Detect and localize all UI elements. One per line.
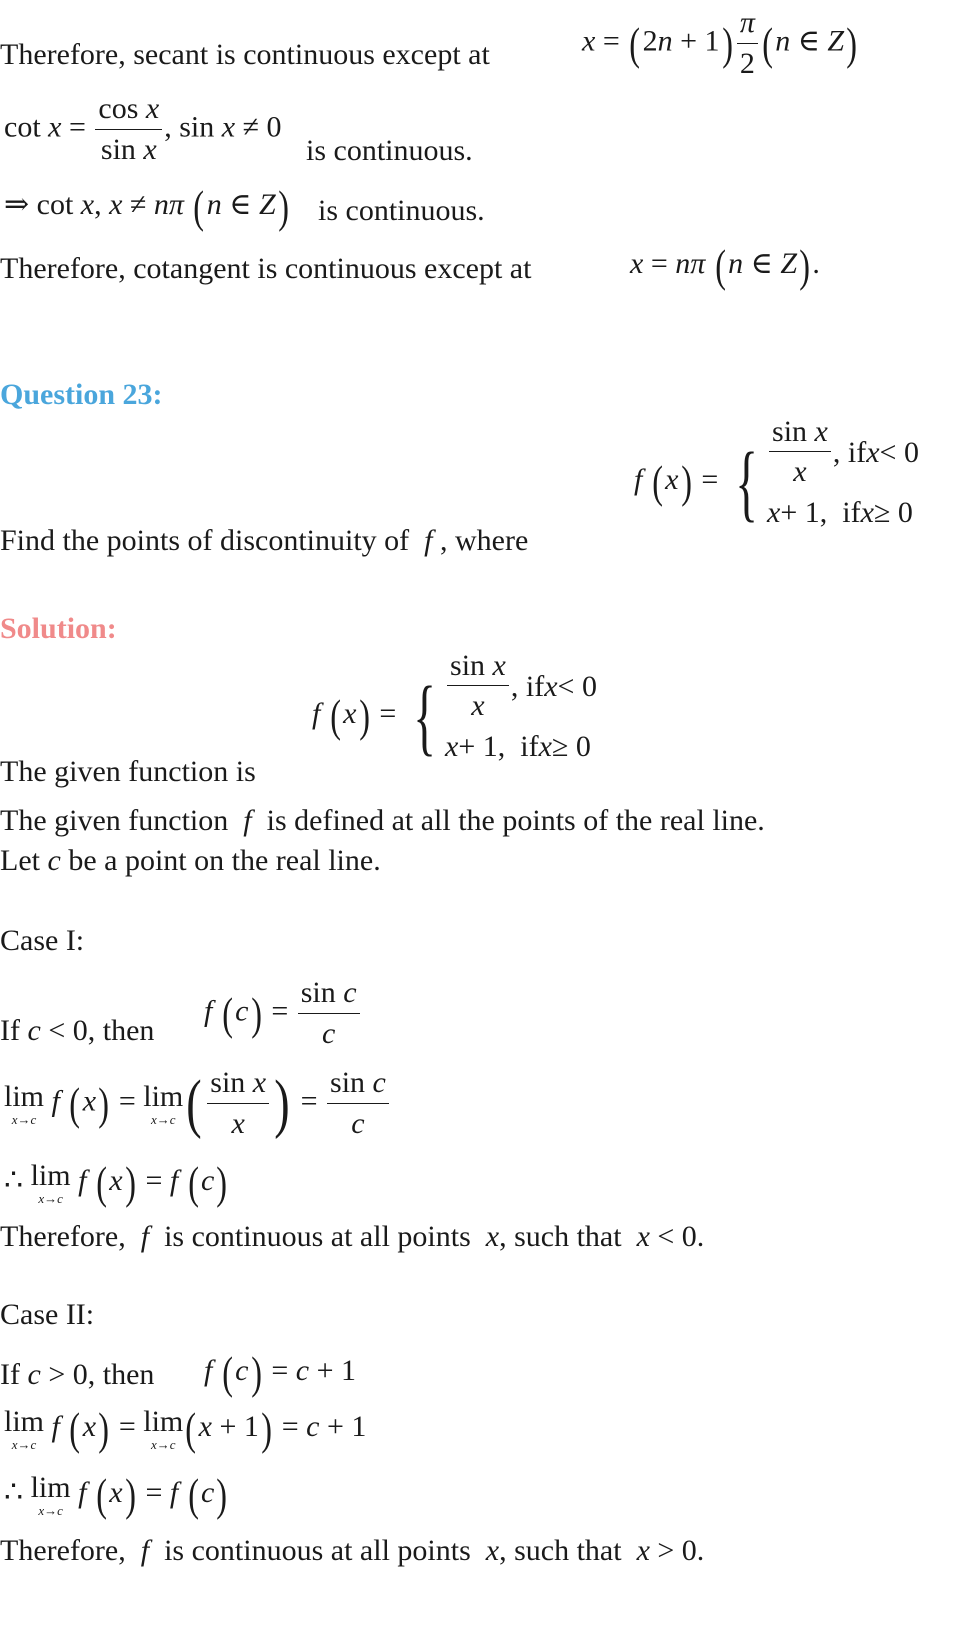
defined-b: is defined at all the points of the real line.	[266, 804, 765, 837]
math-cot-continuous: ⇒ cot x, x ≠ nπ (n ∈ Z)	[4, 181, 289, 232]
then-label: , then	[87, 1358, 155, 1391]
question-where: , where	[440, 524, 529, 557]
case-heading: Case I:	[0, 924, 85, 957]
math-f: f	[416, 524, 441, 557]
math-f: f	[133, 1220, 157, 1253]
math-c: c	[27, 1358, 41, 1391]
text-line: Therefore, f is continuous at all points x, such that x < 0.	[0, 1220, 705, 1253]
math-cot-discontinuity: x = nπ (n ∈ Z).	[630, 240, 820, 291]
text-line	[0, 526, 528, 556]
math-piecewise-solution: f (x) = { $\frac{\text{sin x}}{x}$ , if x < 0 x + 1, if x ≥ 0	[312, 648, 597, 764]
text-line	[0, 846, 381, 876]
case-heading: Case II:	[0, 1298, 95, 1331]
such-that: , such that	[499, 1220, 622, 1253]
text-line: The given function is	[0, 755, 256, 788]
continuous-points: is continuous at all points	[164, 1534, 471, 1567]
text-line	[0, 806, 765, 836]
math-limit-case1: lim x→c f (x) = lim x→c ( $\frac{\text{sin x}}{x}$ ) = $\frac{\text{sin c}}{c}$	[4, 1066, 391, 1141]
letc-b: be a point on the real line.	[68, 844, 381, 877]
math-f-of-c-case2: f (c) = c + 1	[204, 1347, 356, 1398]
therefore-label: Therefore,	[0, 1220, 126, 1253]
question-heading: Question 23:	[0, 378, 163, 411]
then-label: , then	[87, 1014, 155, 1047]
math-secant-discontinuity: x = (2n + 1) $\frac{\pi}{2}$ (n ∈ Z)	[582, 6, 858, 80]
letc-a: Let	[0, 844, 40, 877]
math-cot-definition: cot x = $\frac{\text{cos x}}{\text{sin x}}$ , sin x ≠ 0	[4, 92, 282, 166]
if-label: If	[0, 1358, 20, 1391]
math-x: x	[478, 1220, 500, 1253]
text-line: Therefore, secant is continuous except at	[0, 38, 490, 71]
math-piecewise-question: f (x) = { $\frac{\text{sin x}}{x}$ , if x < 0 x + 1, if x ≥ 0	[634, 414, 919, 530]
question-text: Find the points of discontinuity of	[0, 524, 410, 557]
therefore-label: Therefore,	[0, 1534, 126, 1567]
math-x: x	[478, 1534, 500, 1567]
if-label: If	[0, 1014, 20, 1047]
text-line: is continuous.	[306, 134, 473, 167]
math-limit-equals-case1: ∴ lim x→c f (x) = f (c)	[4, 1157, 228, 1208]
continuous-points: is continuous at all points	[164, 1220, 471, 1253]
such-that: , such that	[499, 1534, 622, 1567]
text-line: If c < 0, then	[0, 1014, 155, 1047]
math-f: f	[133, 1534, 157, 1567]
math-c: c	[27, 1014, 41, 1047]
text-line: Therefore, f is continuous at all points x, such that x > 0.	[0, 1534, 705, 1567]
math-limit-case2: lim x→c f (x) = lim x→c (x + 1) = c + 1	[4, 1403, 367, 1454]
solution-heading: Solution:	[0, 612, 117, 645]
text-line: If c > 0, then	[0, 1358, 155, 1391]
math-limit-equals-case2: ∴ lim x→c f (x) = f (c)	[4, 1469, 228, 1520]
text-line: Therefore, cotangent is continuous except at	[0, 252, 532, 285]
math-f: f	[235, 804, 260, 837]
defined-a: The given function	[0, 804, 229, 837]
text-line: is continuous.	[318, 194, 485, 227]
math-f-of-c: f (c) = $\frac{\text{sin c}}{c}$	[204, 976, 362, 1051]
math-c: c	[47, 844, 61, 877]
